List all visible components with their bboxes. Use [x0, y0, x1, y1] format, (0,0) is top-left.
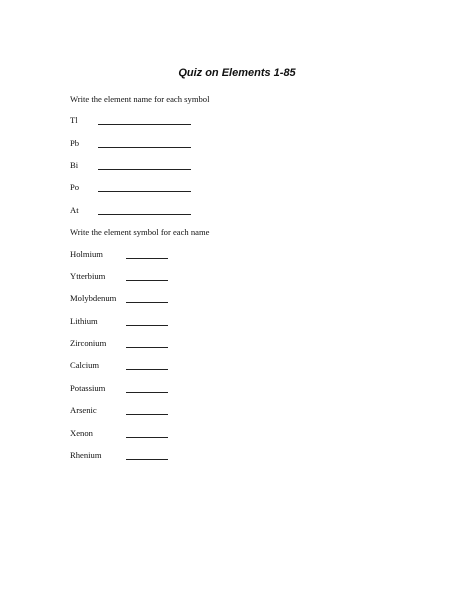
element-name-label: Lithium [70, 316, 98, 326]
answer-blank [126, 316, 168, 326]
title-text: Quiz on Elements 1-85 [178, 67, 296, 79]
symbol-label: Bi [70, 160, 79, 170]
answer-blank [126, 405, 168, 415]
element-name-label: Calcium [70, 360, 100, 370]
answer-blank [126, 428, 168, 438]
answer-blank [98, 115, 191, 125]
symbol-label: Tl [70, 115, 78, 125]
answer-blank [98, 138, 191, 148]
element-name-label: Arsenic [70, 405, 97, 415]
element-name-label: Potassium [70, 383, 106, 393]
element-name-label: Molybdenum [70, 293, 117, 303]
section2-instruction: Write the element symbol for each name [70, 227, 210, 237]
answer-blank [98, 160, 191, 170]
element-name-label: Xenon [70, 428, 93, 438]
element-name-label: Ytterbium [70, 271, 106, 281]
answer-blank [126, 271, 168, 281]
element-name-label: Holmium [70, 249, 103, 259]
answer-blank [126, 338, 168, 348]
answer-blank [126, 450, 168, 460]
symbol-label: Po [70, 182, 80, 192]
answer-blank [126, 360, 168, 370]
element-name-label: Zirconium [70, 338, 107, 348]
answer-blank [126, 293, 168, 303]
symbol-label: At [70, 205, 79, 215]
page-title [0, 67, 474, 80]
answer-blank [126, 249, 168, 259]
section1-instruction: Write the element name for each symbol [70, 94, 210, 104]
symbol-label: Pb [70, 138, 80, 148]
answer-blank [126, 383, 168, 393]
answer-blank [98, 205, 191, 215]
answer-blank [98, 182, 191, 192]
element-name-label: Rhenium [70, 450, 102, 460]
